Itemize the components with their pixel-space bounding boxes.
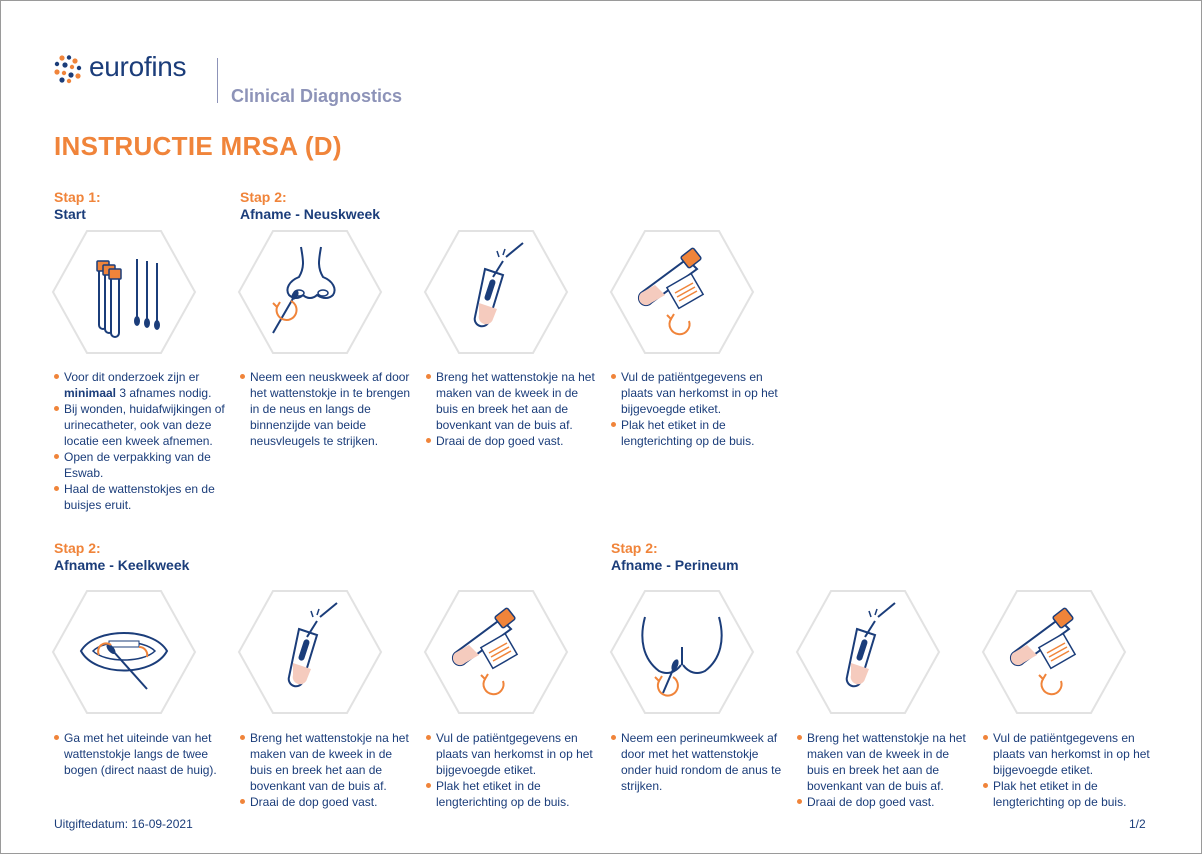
keel-afnemen-instructions xyxy=(54,730,226,778)
instruction-item: Vul de patiëntgegevens en plaats van herkomst in op het bijgevoegde etiket. xyxy=(611,369,783,417)
eurofins-logo-icon xyxy=(53,54,83,84)
keel-etiket-instructions xyxy=(426,730,598,810)
step-number: Stap 1: xyxy=(54,189,101,205)
issue-date: Uitgiftedatum: 16-09-2021 xyxy=(54,817,193,831)
page-number: 1/2 xyxy=(1129,817,1146,831)
brand-name: eurofins xyxy=(89,51,187,82)
instruction-item: Neem een perineumkweek af door met het wattenstokje onder huid rondom de anus te strijken. xyxy=(611,730,783,794)
tube-label-icon xyxy=(423,589,569,715)
step-perineum-header xyxy=(611,540,739,574)
step-keel-header xyxy=(54,540,189,574)
step-start-instructions xyxy=(54,369,226,513)
instruction-item: Bij wonden, huidafwijkingen of urinecatheter, ook van deze locatie een kweek afnemen. xyxy=(54,401,226,449)
instruction-item: Vul de patiëntgegevens en plaats van herkomst in op het bijgevoegde etiket. xyxy=(983,730,1155,778)
keel-breken-instructions xyxy=(240,730,412,810)
perineum-etiket-instructions xyxy=(983,730,1155,810)
step-name: Afname - Perineum xyxy=(611,557,739,573)
step-neus-header xyxy=(240,189,380,223)
tube-label-icon xyxy=(981,589,1127,715)
swabs-and-tubes-icon xyxy=(51,229,197,355)
instruction-item: Open de verpakking van de Eswab. xyxy=(54,449,226,481)
instruction-item: Plak het etiket in de lengterichting op de buis. xyxy=(611,417,783,449)
tube-break-swab-icon xyxy=(423,229,569,355)
instruction-item: Breng het wattenstokje na het maken van de kweek in de buis en breek het aan de bovenkant van de buis af. xyxy=(426,369,598,433)
instruction-item: Neem een neuskweek af door het wattenstokje in te brengen in de neus en langs de binnenzijde van beide neusvleugels te strijken. xyxy=(240,369,412,449)
brand-division: Clinical Diagnostics xyxy=(231,86,403,106)
perineum-breken-instructions xyxy=(797,730,969,810)
instruction-item: Breng het wattenstokje na het maken van de kweek in de buis en breek het aan de bovenkant van de buis af. xyxy=(797,730,969,794)
perineum-afnemen-instructions xyxy=(611,730,783,794)
step-name: Start xyxy=(54,206,86,222)
instruction-item: Draai de dop goed vast. xyxy=(797,794,969,810)
instruction-item: Draai de dop goed vast. xyxy=(240,794,412,810)
instruction-item: Ga met het uiteinde van het wattenstokje langs de twee bogen (direct naast de huig). xyxy=(54,730,226,778)
step-number: Stap 2: xyxy=(54,540,101,556)
tube-break-swab-icon xyxy=(237,589,383,715)
neus-afnemen-instructions xyxy=(240,369,412,449)
perineum-swab-icon xyxy=(609,589,755,715)
instruction-item: Vul de patiëntgegevens en plaats van herkomst in op het bijgevoegde etiket. xyxy=(426,730,598,778)
tube-label-icon xyxy=(609,229,755,355)
instruction-item: Draai de dop goed vast. xyxy=(426,433,598,449)
step-number: Stap 2: xyxy=(611,540,658,556)
document-title: INSTRUCTIE MRSA (D) xyxy=(54,131,342,161)
mouth-swab-icon xyxy=(51,589,197,715)
step-number: Stap 2: xyxy=(240,189,287,205)
step-name: Afname - Neuskweek xyxy=(240,206,381,222)
step-start-header xyxy=(54,189,101,223)
instruction-item: Haal de wattenstokjes en de buisjes eruit. xyxy=(54,481,226,513)
instruction-item: Plak het etiket in de lengterichting op de buis. xyxy=(983,778,1155,810)
step-name: Afname - Keelkweek xyxy=(54,557,190,573)
nose-swab-icon xyxy=(237,229,383,355)
instruction-item: Breng het wattenstokje na het maken van de kweek in de buis en breek het aan de bovenkant van de buis af. xyxy=(240,730,412,794)
instruction-item: Plak het etiket in de lengterichting op de buis. xyxy=(426,778,598,810)
logo-divider xyxy=(217,58,218,103)
tube-break-swab-icon xyxy=(795,589,941,715)
instruction-item: Voor dit onderzoek zijn er minimaal 3 afnames nodig. xyxy=(54,369,226,401)
neus-etiket-instructions xyxy=(611,369,783,449)
neus-breken-instructions xyxy=(426,369,598,449)
